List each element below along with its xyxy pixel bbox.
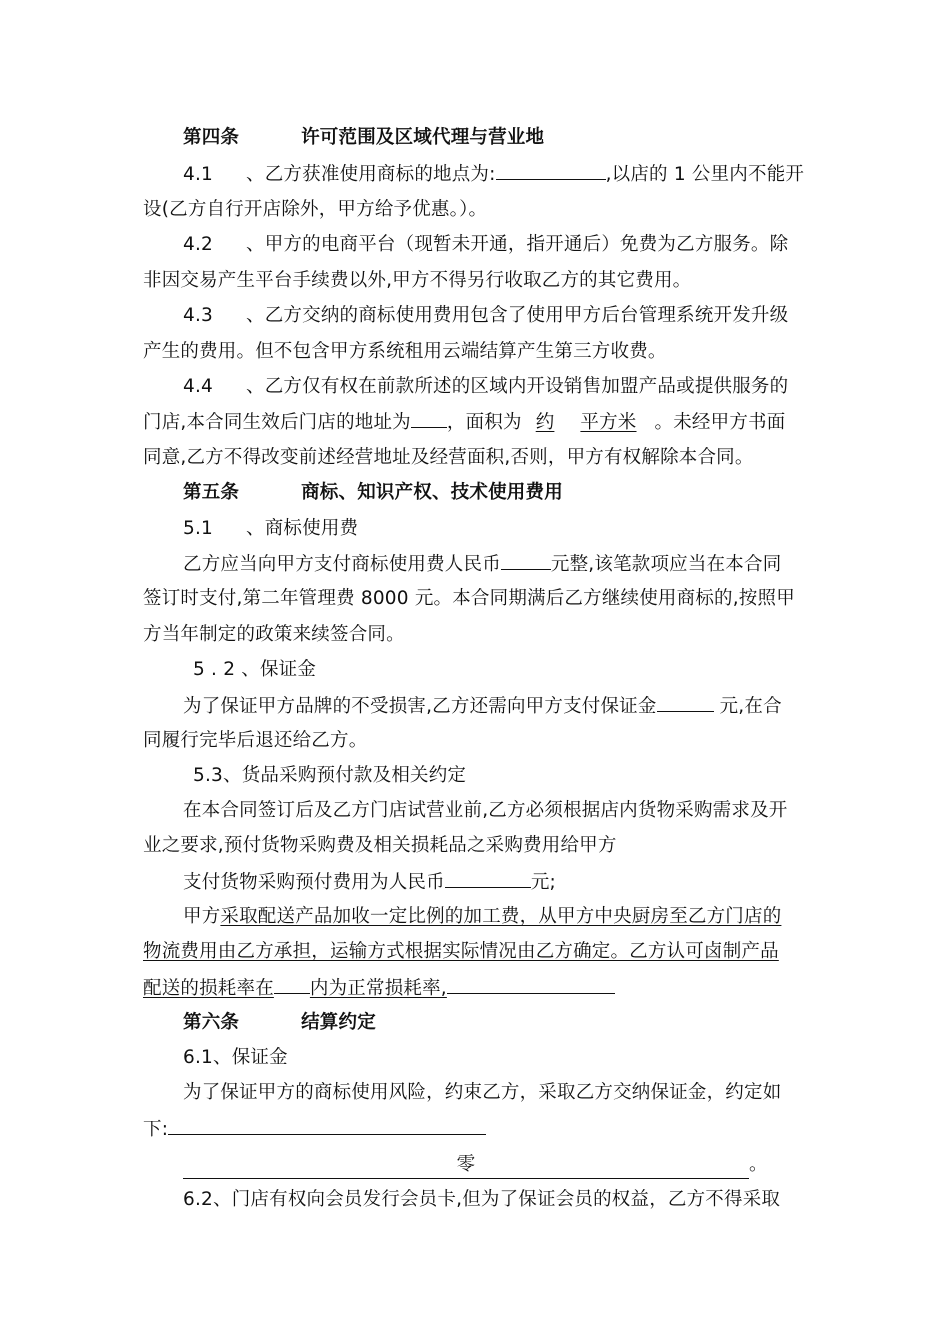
clause-4-1-text-cont: ,以店的 1 公里内不能开: [605, 164, 805, 185]
agreement-label: 下:: [143, 1119, 169, 1140]
clause-5-3-para-line5: 物流费用由乙方承担，运输方式根据实际情况由乙方确定。乙方认可卤制产品: [143, 941, 779, 962]
address-label: 门店,本合同生效后门店的地址为: [143, 412, 411, 433]
clause-4-4-text: 、乙方仅有权在前款所述的区域内开设销售加盟产品或提供服务的: [246, 376, 789, 397]
clause-5-3-para-line2: 业之要求,预付货物采购费及相关损耗品之采购费用给甲方: [143, 835, 617, 856]
location-blank: [496, 161, 606, 180]
address-blank: [411, 409, 447, 428]
loss-rate-trailing-blank: [447, 975, 615, 994]
zero-amount-field: [183, 1152, 749, 1179]
article-5-title: 商标、知识产权、技术使用费用: [301, 482, 563, 503]
clause-4-3-line2: 产生的费用。但不包含甲方系统租用云端结算产生第三方收费。: [143, 341, 667, 362]
clause-5-1-para-line3: 方当年制定的政策来续签合同。: [143, 624, 405, 645]
trademark-fee-label: 乙方应当向甲方支付商标使用费人民币: [183, 554, 501, 575]
loss-rate-text: 内为正常损耗率,: [309, 978, 447, 999]
loss-rate-blank: [274, 975, 310, 994]
clause-5-1-number: 5.1: [183, 518, 214, 539]
clause-4-4-text-cont: 。未经甲方书面: [654, 412, 786, 433]
agreement-blank: [168, 1116, 486, 1135]
clause-5-1-title: 、商标使用费: [246, 518, 359, 539]
deposit-text-cont: 元,在合: [719, 696, 782, 717]
article-4-title: 许可范围及区域代理与营业地: [301, 127, 545, 148]
clause-5-2-heading: 5 . 2 、保证金: [193, 659, 317, 680]
clause-4-2-line2: 非因交易产生平台手续费以外,甲方不得另行收取乙方的其它费用。: [143, 270, 692, 291]
article-4-heading: [183, 125, 853, 151]
clause-5-3-para-line6: [143, 975, 813, 1002]
clause-4-1-text: 、乙方获准使用商标的地点为:: [246, 164, 496, 185]
clause-4-1-number: 4.1: [183, 164, 214, 185]
area-approx: 约: [535, 412, 555, 433]
clause-4-3-text: 、乙方交纳的商标使用费用包含了使用甲方后台管理系统开发升级: [246, 305, 789, 326]
clause-6-1-para-line3: [183, 1152, 853, 1179]
clause-6-2-para-line1: 6.2、门店有权向会员发行会员卡,但为了保证会员的权益，乙方不得采取: [183, 1189, 781, 1210]
clause-6-1-para-line2: [143, 1116, 813, 1143]
clause-5-2-para-line1: [183, 693, 853, 720]
clause-4-4-line3: 同意,乙方不得改变前述经营地址及经营面积,否则，甲方有权解除本合同。: [143, 447, 754, 468]
processing-fee-text: 采取配送产品加收一定比例的加工费，从甲方中央厨房至乙方门店的: [220, 906, 782, 927]
deposit-label: 为了保证甲方品牌的不受损害,乙方还需向甲方支付保证金: [183, 696, 657, 717]
article-6-heading: [183, 1010, 853, 1036]
clause-5-1-para-line1: [183, 551, 853, 578]
article-5-heading: [183, 480, 853, 506]
area-unit: 平方米: [580, 412, 637, 433]
clause-5-1-heading: [183, 516, 853, 542]
clause-5-3-para-line1: 在本合同签订后及乙方门店试营业前,乙方必须根据店内货物采购需求及开: [183, 800, 788, 821]
clause-4-1-line1: [183, 161, 853, 188]
clause-4-2-line1: [183, 232, 853, 258]
article-4-number: 第四条: [183, 127, 240, 148]
clause-4-4-line2: [143, 409, 813, 436]
clause-4-2-text: 、甲方的电商平台（现暂未开通，指开通后）免费为乙方服务。除: [246, 234, 789, 255]
clause-5-2-para-line2: 同履行完毕后退还给乙方。: [143, 730, 368, 751]
zero-amount-text: 零: [456, 1154, 476, 1175]
prepayment-label: 支付货物采购预付费用为人民币: [183, 872, 445, 893]
clause-6-1-heading: 6.1、保证金: [183, 1047, 288, 1068]
trademark-fee-blank: [501, 551, 551, 570]
article-5-number: 第五条: [183, 482, 240, 503]
loss-rate-label: 配送的损耗率在: [143, 978, 274, 999]
clause-4-4-number: 4.4: [183, 376, 214, 397]
area-label: ，面积为: [446, 412, 522, 433]
deposit-blank: [657, 693, 714, 712]
clause-4-3-line1: [183, 303, 853, 329]
clause-5-3-para-line3: [183, 869, 853, 896]
trademark-fee-text-cont: 元整,该笔款项应当在本合同: [550, 554, 782, 575]
prepayment-unit: 元;: [530, 872, 556, 893]
clause-5-3-heading: 5.3、货品采购预付款及相关约定: [193, 765, 467, 786]
clause-4-1-line2: 设(乙方自行开店除外，甲方给予优惠。）。: [143, 199, 488, 220]
clause-6-1-para-line1: 为了保证甲方的商标使用风险，约束乙方，采取乙方交纳保证金，约定如: [183, 1082, 782, 1103]
article-6-number: 第六条: [183, 1012, 240, 1033]
article-6-title: 结算约定: [301, 1012, 376, 1033]
area-value: [522, 412, 655, 433]
clause-4-4-line1: [183, 374, 853, 400]
clause-4-3-number: 4.3: [183, 305, 214, 326]
line-end-period: 。: [749, 1154, 768, 1175]
prepayment-blank: [445, 869, 531, 888]
clause-4-2-number: 4.2: [183, 234, 214, 255]
clause-5-3-para-line4: [183, 904, 853, 930]
clause-5-1-para-line2: 签订时支付,第二年管理费 8000 元。本合同期满后乙方继续使用商标的,按照甲: [143, 588, 795, 609]
party-a-label: 甲方: [183, 906, 221, 927]
